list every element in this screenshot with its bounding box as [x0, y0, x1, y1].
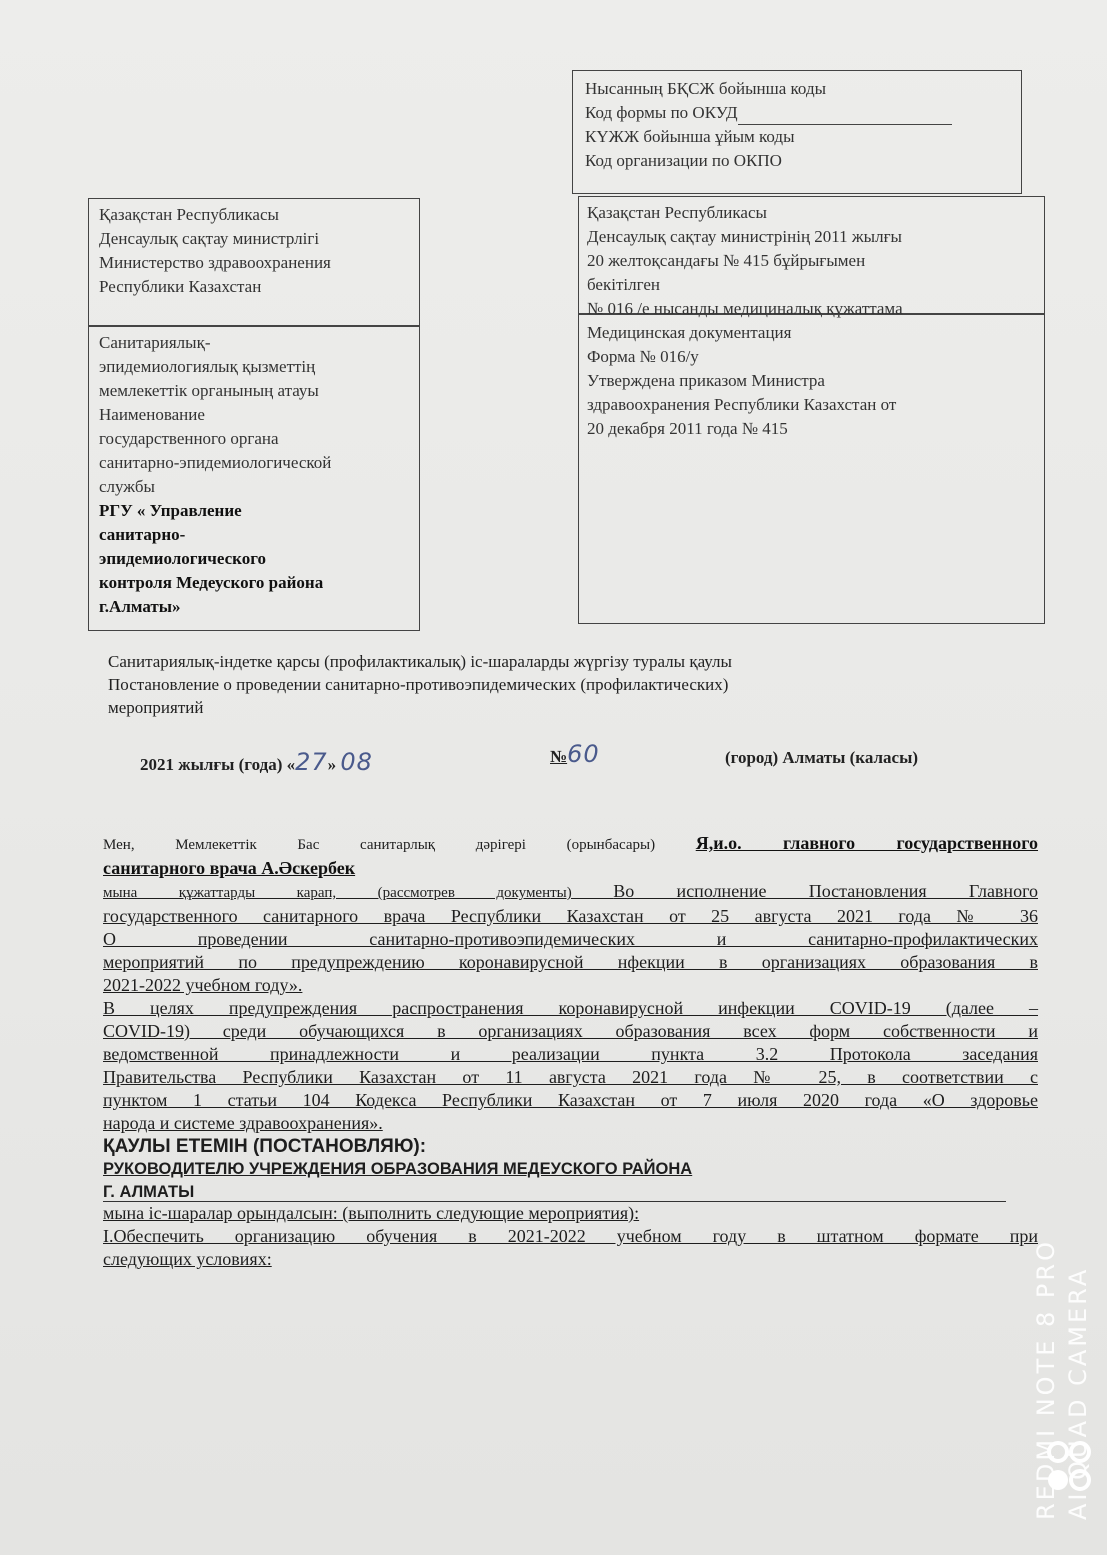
- p1-line-1: Мен, Мемлекеттік Бас санитарлық дәрігері (орынбасары) Я,и.о. главного государственного: [103, 833, 1039, 853]
- approval-ru-line-5: 20 декабря 2011 года № 415: [587, 419, 788, 438]
- codes-line-3: КҮЖЖ бойынша ұйым коды: [585, 127, 795, 146]
- execute-line: мына іс-шаралар орындалсын: (выполнить следующие мероприятия):: [103, 1203, 640, 1223]
- p2-line-2: государственного санитарного врача Республики Казахстан от 25 августа 2021 года № 36: [103, 906, 1038, 926]
- p1-line-2: санитарного врача А.Әскербек: [103, 858, 356, 878]
- codes-line-4: Код организации по ОКПО: [585, 151, 782, 170]
- p3-line-6: народа и системе здравоохранения».: [103, 1113, 383, 1133]
- organ-line-7: службы: [99, 477, 155, 496]
- ministry-line-3: Министерство здравоохранения: [99, 253, 331, 272]
- codes-line-1: Нысанның БҚСЖ бойынша коды: [585, 79, 827, 98]
- p3-line-5: пунктом 1 статьи 104 Кодекса Республики Казахстан от 7 июля 2020 года «О здоровье: [103, 1090, 1038, 1110]
- approval-kz-line-3: 20 желтоқсандағы № 415 бұйрығымен: [587, 251, 866, 270]
- date-number-row: [0, 740, 1107, 780]
- organ-bold-3: эпидемиологического: [99, 549, 267, 568]
- document-date: [140, 748, 373, 776]
- organ-line-2: эпидемиологиялық қызметтің: [99, 357, 316, 376]
- ministry-line-2: Денсаулық сақтау министрлігі: [99, 229, 320, 248]
- document-title: [108, 650, 1008, 719]
- approval-kz-line-2: Денсаулық сақтау министрінің 2011 жылғы: [587, 227, 902, 246]
- organ-bold-1: РГУ « Управление: [99, 501, 242, 520]
- approval-ru-line-2: Форма № 016/у: [587, 347, 699, 366]
- approval-kz-box: [578, 196, 1045, 318]
- p3-line-2: COVID-19) среди обучающихся в организациях образования всех форм собственности и: [103, 1021, 1038, 1041]
- title-line-3: мероприятий: [108, 698, 204, 717]
- p2-line-3: О проведении санитарно-противоэпидемических и санитарно-профилактических: [103, 929, 1038, 949]
- organ-bold-5: г.Алматы»: [99, 597, 181, 616]
- handwritten-month: 08: [340, 748, 373, 776]
- camera-watermark: [1030, 1239, 1094, 1520]
- p2-line-5: 2021-2022 учебном году».: [103, 975, 303, 995]
- organ-line-3: мемлекеттік органының атауы: [99, 381, 319, 400]
- handwritten-day: 27: [295, 748, 328, 776]
- approval-kz-line-1: Қазақстан Республикасы: [587, 203, 767, 222]
- document-city: (город) Алматы (каласы): [725, 748, 919, 767]
- addressee-line-2: Г. АЛМАТЫ: [103, 1181, 1006, 1202]
- p2-line-1: мына құжаттарды карап, (рассмотрев документы) Во исполнение Постановления Главного: [103, 881, 1038, 901]
- item1-line-1: I.Обеспечить организацию обучения в 2021-2022 учебном году в штатном формате при: [103, 1226, 1038, 1246]
- ministry-box: [88, 198, 420, 326]
- number-label: №: [550, 747, 568, 766]
- approval-ru-line-4: здравоохранения Республики Казахстан от: [587, 395, 897, 414]
- approval-kz-line-5: № 016 /е нысанды медициналық құжаттама: [587, 299, 903, 318]
- addressee-line-1: РУКОВОДИТЕЛЮ УЧРЕЖДЕНИЯ ОБРАЗОВАНИЯ МЕДЕУСКОГО РАЙОНА: [103, 1160, 693, 1178]
- resolve-heading: ҚАУЛЫ ЕТЕМІН (ПОСТАНОВЛЯЮ):: [103, 1136, 427, 1157]
- organ-line-5: государственного органа: [99, 429, 279, 448]
- organ-bold-4: контроля Медеуского района: [99, 573, 324, 592]
- year-label: 2021 жылғы (года) «: [140, 755, 296, 774]
- document-body: [103, 832, 1038, 1271]
- approval-ru-box: [578, 314, 1045, 624]
- organ-line-6: санитарно-эпидемиологической: [99, 453, 332, 472]
- title-line-1: Санитариялық-індетке қарсы (профилактикалық) іс-шараларды жүргізу туралы қаулы: [108, 652, 732, 671]
- ministry-line-4: Республики Казахстан: [99, 277, 262, 296]
- p2-line-4: мероприятий по предупреждению коронавирусной нфекции в организациях образования в: [103, 952, 1038, 972]
- ministry-line-1: Қазақстан Республикасы: [99, 205, 279, 224]
- p3-line-4: Правительства Республики Казахстан от 11 августа 2021 года № 25, в соответствии с: [103, 1067, 1038, 1087]
- organ-name-box: [88, 326, 420, 631]
- p3-line-1: В целях предупреждения распространения коронавирусной инфекции COVID-19 (далее –: [103, 998, 1038, 1018]
- approval-kz-line-4: бекітілген: [587, 275, 660, 294]
- form-codes-box: [572, 70, 1022, 194]
- close-quote: »: [327, 755, 337, 774]
- p3-line-3: ведомственной принадлежности и реализации пункта 3.2 Протокола заседания: [103, 1044, 1038, 1064]
- watermark-line-1: REDMI NOTE 8 PRO: [1032, 1239, 1060, 1520]
- approval-ru-line-1: Медицинская документация: [587, 323, 792, 342]
- organ-bold-2: санитарно-: [99, 525, 186, 544]
- document-number: [550, 740, 600, 768]
- organ-line-4: Наименование: [99, 405, 205, 424]
- item1-line-2: следующих условиях:: [103, 1249, 272, 1269]
- organ-line-1: Санитариялық-: [99, 333, 211, 352]
- codes-line-2: Код формы по ОКУД: [585, 103, 952, 122]
- title-line-2: Постановление о проведении санитарно-противоэпидемических (профилактических): [108, 675, 729, 694]
- handwritten-number: 60: [567, 740, 600, 768]
- approval-ru-line-3: Утверждена приказом Министра: [587, 371, 825, 390]
- watermark-line-2: AI QUAD CAMERA: [1064, 1266, 1092, 1520]
